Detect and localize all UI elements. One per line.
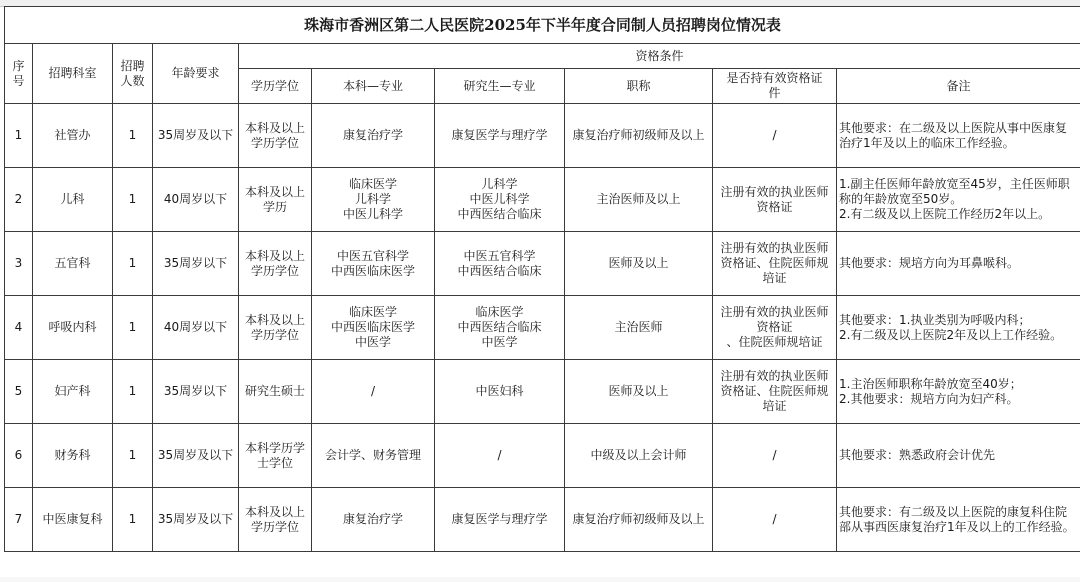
cell-dept: 五官科 [33, 232, 113, 296]
page-title: 珠海市香洲区第二人民医院2025年下半年度合同制人员招聘岗位情况表 [5, 7, 1080, 44]
table-row [5, 232, 1080, 296]
cell-title: 医师及以上 [565, 360, 713, 424]
cell-seq: 7 [5, 488, 33, 552]
cell-age: 35周岁及以下 [153, 104, 239, 168]
cell-count: 1 [113, 488, 153, 552]
cell-postgrad-major: / [435, 424, 565, 488]
cell-dept: 财务科 [33, 424, 113, 488]
cell-dept: 呼吸内科 [33, 296, 113, 360]
cell-remark: 其他要求：在二级及以上医院从事中医康复治疗1年及以上的临床工作经验。 [837, 104, 1080, 168]
cell-age: 35周岁及以下 [153, 424, 239, 488]
cell-age: 40周岁以下 [153, 296, 239, 360]
cell-undergrad-major: 会计学、财务管理 [312, 424, 435, 488]
cell-education: 本科及以上 学历学位 [239, 296, 312, 360]
cell-count: 1 [113, 360, 153, 424]
cell-certificate: 注册有效的执业医师 资格证、住院医师规 培证 [713, 232, 837, 296]
cell-certificate: 注册有效的执业医师 资格证、住院医师规 培证 [713, 360, 837, 424]
cell-seq: 1 [5, 104, 33, 168]
header-dept: 招聘科室 [33, 44, 113, 104]
sheet-bottom-edge [0, 577, 1080, 582]
cell-count: 1 [113, 424, 153, 488]
header-title: 职称 [565, 69, 713, 104]
cell-postgrad-major: 中医五官科学 中西医结合临床 [435, 232, 565, 296]
header-age: 年龄要求 [153, 44, 239, 104]
cell-title: 康复治疗师初级师及以上 [565, 104, 713, 168]
cell-seq: 2 [5, 168, 33, 232]
cell-postgrad-major: 临床医学 中西医结合临床 中医学 [435, 296, 565, 360]
header-qualification-group: 资格条件 [239, 44, 1080, 69]
table-row [5, 296, 1080, 360]
cell-title: 主治医师及以上 [565, 168, 713, 232]
cell-title: 康复治疗师初级师及以上 [565, 488, 713, 552]
cell-remark: 1.主治医师职称年龄放宽至40岁； 2.其他要求：规培方向为妇产科。 [837, 360, 1080, 424]
table-row [5, 424, 1080, 488]
cell-age: 35周岁以下 [153, 360, 239, 424]
cell-remark: 其他要求：规培方向为耳鼻喉科。 [837, 232, 1080, 296]
cell-education: 本科学历学 士学位 [239, 424, 312, 488]
cell-dept: 妇产科 [33, 360, 113, 424]
cell-postgrad-major: 中医妇科 [435, 360, 565, 424]
header-education: 学历学位 [239, 69, 312, 104]
cell-undergrad-major: 临床医学 儿科学 中医儿科学 [312, 168, 435, 232]
cell-certificate: / [713, 488, 837, 552]
header-postgrad-major: 研究生—专业 [435, 69, 565, 104]
cell-undergrad-major: 中医五官科学 中西医临床医学 [312, 232, 435, 296]
cell-seq: 4 [5, 296, 33, 360]
cell-count: 1 [113, 232, 153, 296]
cell-title: 医师及以上 [565, 232, 713, 296]
cell-count: 1 [113, 104, 153, 168]
cell-seq: 5 [5, 360, 33, 424]
cell-undergrad-major: 康复治疗学 [312, 104, 435, 168]
cell-postgrad-major: 儿科学 中医儿科学 中西医结合临床 [435, 168, 565, 232]
header-seq: 序 号 [5, 44, 33, 104]
table-row [5, 168, 1080, 232]
cell-education: 本科及以上 学历 [239, 168, 312, 232]
cell-dept: 儿科 [33, 168, 113, 232]
cell-title: 主治医师 [565, 296, 713, 360]
table-row [5, 104, 1080, 168]
header-count: 招聘 人数 [113, 44, 153, 104]
cell-seq: 3 [5, 232, 33, 296]
cell-age: 40周岁以下 [153, 168, 239, 232]
cell-certificate: 注册有效的执业医师 资格证 [713, 168, 837, 232]
header-certificate: 是否持有效资格证 件 [713, 69, 837, 104]
cell-certificate: / [713, 104, 837, 168]
cell-education: 本科及以上 学历学位 [239, 104, 312, 168]
cell-certificate: 注册有效的执业医师 资格证 、住院医师规培证 [713, 296, 837, 360]
cell-undergrad-major: 临床医学 中西医临床医学 中医学 [312, 296, 435, 360]
header-undergrad-major: 本科—专业 [312, 69, 435, 104]
cell-age: 35周岁及以下 [153, 488, 239, 552]
table-row [5, 360, 1080, 424]
cell-age: 35周岁以下 [153, 232, 239, 296]
cell-seq: 6 [5, 424, 33, 488]
cell-undergrad-major: / [312, 360, 435, 424]
cell-remark: 1.副主任医师年龄放宽至45岁，主任医师职称的年龄放宽至50岁。 2.有二级及以上医院工作经历2年以上。 [837, 168, 1080, 232]
cell-education: 本科及以上 学历学位 [239, 232, 312, 296]
cell-count: 1 [113, 296, 153, 360]
cell-postgrad-major: 康复医学与理疗学 [435, 488, 565, 552]
recruitment-table [4, 6, 1080, 552]
cell-dept: 中医康复科 [33, 488, 113, 552]
cell-dept: 社管办 [33, 104, 113, 168]
cell-count: 1 [113, 168, 153, 232]
cell-postgrad-major: 康复医学与理疗学 [435, 104, 565, 168]
cell-remark: 其他要求：熟悉政府会计优先 [837, 424, 1080, 488]
cell-title: 中级及以上会计师 [565, 424, 713, 488]
cell-certificate: / [713, 424, 837, 488]
cell-undergrad-major: 康复治疗学 [312, 488, 435, 552]
cell-education: 本科及以上 学历学位 [239, 488, 312, 552]
table-row [5, 488, 1080, 552]
cell-remark: 其他要求：1.执业类别为呼吸内科； 2.有二级及以上医院2年及以上工作经验。 [837, 296, 1080, 360]
header-remark: 备注 [837, 69, 1080, 104]
cell-remark: 其他要求：有二级及以上医院的康复科住院部从事西医康复治疗1年及以上的工作经验。 [837, 488, 1080, 552]
cell-education: 研究生硕士 [239, 360, 312, 424]
